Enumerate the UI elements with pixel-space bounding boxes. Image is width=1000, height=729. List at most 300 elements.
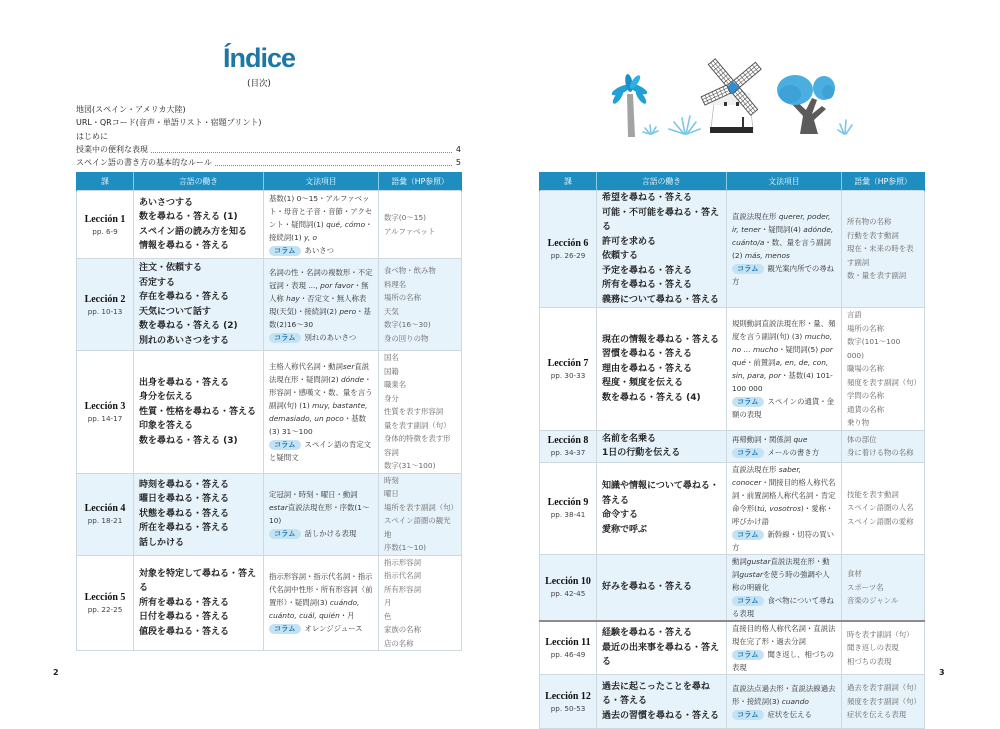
column-badge: コラム [269, 529, 301, 539]
header-vocabulary: 語彙（HP参照） [842, 172, 925, 191]
vocabulary-item: 身体的特徴を表す形容詞 [384, 434, 451, 457]
vocabulary-item: 天気 [384, 306, 399, 316]
lesson-row[interactable] [540, 462, 925, 554]
language-function: 対象を特定して尋ねる・答える [139, 568, 257, 593]
vocabulary-cell [379, 259, 462, 351]
lesson-index-table-right [539, 172, 925, 729]
grammar-segment: ・疑問詞(4) [760, 225, 804, 234]
grammar-text [269, 570, 373, 622]
grammar-segment: 直接目的格人称代名詞・直説法現在完了形・過去分詞 [732, 624, 836, 646]
grammar-segment: ・形容詞・感嘆文・数、量を言う副詞(句) (1) [269, 374, 373, 410]
grammar-segment: pero [339, 306, 357, 316]
functions-cell [134, 555, 264, 651]
page-number-left: 2 [53, 668, 59, 677]
grammar-cell [727, 430, 842, 462]
grammar-segment: 基数(1) 0～15・アルファベット・母音と子音・音節・アクセント・疑問詞(1) [269, 194, 373, 229]
front-matter-label: URL・QRコード(音声・単語リスト・宿題プリント) [76, 118, 262, 128]
lesson-pages: pp. 50-53 [550, 703, 586, 713]
grammar-segment: 直説法点過去形・直説法線過去形・接続詞(3) [732, 684, 836, 706]
column-line [732, 594, 836, 620]
column-badge: コラム [732, 710, 764, 720]
lesson-pages: pp. 22-25 [87, 604, 123, 614]
language-function: 注文・依頼する [139, 263, 203, 273]
lesson-pages: pp. 10-13 [87, 306, 123, 316]
vocabulary-item: 行動を表す動詞 [847, 230, 899, 240]
language-function: 所在を尋ねる・答える [139, 523, 230, 534]
lesson-row[interactable] [540, 621, 925, 675]
vocabulary-item: 指示形容詞 [384, 557, 421, 567]
vocabulary-cell [842, 675, 925, 729]
vocabulary-item: 聞き返しの表現 [847, 643, 899, 653]
grammar-text [732, 433, 836, 446]
column-title: メールの書き方 [767, 448, 820, 457]
language-function: スペイン語の読み方を知る [139, 226, 248, 237]
vocabulary-item: 体の部位 [847, 434, 877, 444]
grammar-segment: 規則動詞直説法現在形・量、頻度を言う副詞(句) (3) [732, 318, 836, 341]
column-badge: コラム [732, 650, 764, 660]
language-function: 義務について尋ねる・答える [602, 294, 719, 305]
lesson-row[interactable] [77, 259, 462, 351]
lesson-name: Lección 6 [547, 238, 589, 249]
column-title: スペインの通貨・金額の表現 [732, 396, 835, 419]
lesson-cell [77, 473, 134, 555]
lesson-row[interactable] [540, 554, 925, 621]
vocabulary-item: 音楽のジャンル [847, 596, 899, 605]
functions-cell [597, 430, 727, 462]
language-function: 性質・性格を尋ねる・答える [139, 406, 257, 417]
grammar-segment: ・間接目的格人称代名詞・前置詞格人称代名詞・肯定命令形( [732, 477, 836, 513]
windmill-icon [701, 59, 761, 133]
vocabulary-item: 食べ物・飲み物 [384, 266, 436, 275]
lesson-row[interactable] [540, 191, 925, 308]
header-grammar: 文法項目 [727, 172, 842, 191]
dotted-leader [151, 151, 452, 153]
grammar-segment: ・疑問詞(5) [778, 344, 821, 354]
functions-cell [597, 621, 727, 675]
column-line [732, 446, 836, 459]
grammar-segment: ・基数(3) 31～100 [269, 413, 367, 436]
vocabulary-item: 乗り物 [847, 418, 870, 427]
page-title: Índice [222, 43, 296, 73]
header-functions: 言語の働き [597, 172, 727, 191]
grammar-segment: mucho, no ... mucho [732, 331, 833, 354]
vocabulary-item: 症状を伝える表現 [847, 710, 907, 720]
vocabulary-item: 食材 [847, 569, 862, 578]
language-function: 出身を尋ねる・答える [139, 377, 230, 388]
vocabulary-item: 料理名 [384, 279, 407, 289]
vocabulary-item: 頻度を表す副詞（句） [847, 377, 921, 387]
vocabulary-item: 言語 [847, 310, 862, 319]
language-function: 状態を尋ねる・答える [139, 508, 230, 519]
language-function: 時刻を尋ねる・答える [139, 479, 230, 490]
lesson-row[interactable] [77, 555, 462, 651]
lesson-name: Lección 8 [547, 435, 589, 446]
vocabulary-item: 指示代名詞 [384, 571, 421, 580]
front-matter-item[interactable] [76, 130, 461, 143]
grammar-segment: 直説法現在形 [732, 212, 779, 221]
header-grammar: 文法項目 [264, 172, 379, 191]
vocabulary-item: 色 [384, 611, 392, 621]
column-badge: コラム [732, 596, 764, 606]
vocabulary-item: 場所の名称 [847, 323, 884, 333]
grammar-segment: 再帰動詞・関係詞 [732, 435, 794, 444]
grammar-segment: a, en, de, con, sin, para, por [732, 357, 829, 380]
language-function: 過去の習慣を尋ねる・答える [602, 710, 720, 721]
column-line [732, 262, 836, 288]
grammar-segment: cuándo, cuánto, cuál, quién [269, 598, 360, 621]
column-title: 話しかける表現 [304, 529, 357, 538]
vocabulary-item: 数字(31～100) [384, 461, 436, 470]
header-lesson: 課 [77, 172, 134, 191]
grammar-segment: 主格人称代名詞・動詞 [269, 361, 343, 371]
vocabulary-item: 通貨の名称 [847, 404, 884, 414]
lesson-row[interactable] [77, 473, 462, 555]
lesson-name: Lección 12 [545, 690, 591, 702]
vocabulary-item: 数・量を表す副詞 [847, 271, 907, 281]
column-title: あいさつ [304, 246, 335, 255]
vocabulary-item: 学問の名称 [847, 391, 884, 400]
lesson-name: Lección 7 [547, 357, 589, 369]
front-matter-label: 授業中の便利な表現 [76, 144, 148, 154]
language-function: 経験を尋ねる・答える [602, 628, 693, 639]
grammar-segment: ・基数(2)16～30 [269, 306, 371, 329]
lesson-row[interactable] [540, 430, 925, 462]
vocabulary-cell [842, 554, 925, 621]
language-function: 所有を尋ねる・答える [602, 280, 693, 290]
functions-cell [134, 259, 264, 351]
vocabulary-item: 身分 [384, 393, 399, 403]
vocabulary-item: 相づちの表現 [847, 656, 892, 666]
vocabulary-item: 技能を表す動詞 [847, 489, 899, 499]
front-matter-item[interactable] [76, 103, 461, 116]
language-function: 習慣を尋ねる・答える [602, 349, 693, 359]
language-function: 曜日を尋ねる・答える [139, 494, 230, 505]
grammar-segment: saber, conocer [732, 464, 802, 487]
column-title: 症状を伝える [767, 710, 812, 719]
column-line [269, 331, 373, 344]
column-badge: コラム [732, 397, 764, 407]
grammar-cell [727, 554, 842, 621]
vocabulary-item: 現在・未来の時を表す副詞 [847, 244, 914, 267]
column-line [732, 528, 836, 554]
lesson-cell [77, 555, 134, 651]
language-function: 希望を尋ねる・答える [602, 193, 693, 203]
functions-cell [597, 554, 727, 621]
grammar-segment: ・数、量を言う副詞(2) [732, 238, 831, 260]
vocabulary-item: 時を表す副詞（句） [847, 629, 914, 639]
vocabulary-item: 量を表す副詞（句） [384, 420, 451, 430]
functions-cell [597, 191, 727, 308]
grammar-text [732, 622, 836, 648]
grammar-segment: ・無人称 [269, 280, 369, 303]
lesson-cell [77, 191, 134, 259]
column-badge: コラム [269, 440, 301, 450]
functions-cell [134, 473, 264, 555]
lesson-name: Lección 4 [84, 503, 126, 514]
vocabulary-item: 身の回りの物 [384, 333, 429, 343]
language-function: 天気について話す [139, 306, 211, 317]
grammar-cell [727, 675, 842, 729]
vocabulary-item: 職業名 [384, 380, 407, 389]
grammar-segment: ser [342, 361, 355, 371]
vocabulary-item: スペイン語圏の愛称 [847, 516, 914, 526]
grammar-cell [264, 259, 379, 351]
grammar-segment: )・愛称・呼びかけ語 [732, 503, 834, 526]
table-body [77, 191, 462, 651]
vocabulary-item: スポーツ名 [847, 582, 884, 592]
vocabulary-item: 曜日 [384, 489, 399, 498]
grammar-cell [727, 462, 842, 554]
front-matter-page: 5 [455, 158, 461, 168]
vocabulary-item: アルファベット [384, 226, 436, 236]
lesson-name: Lección 9 [547, 497, 589, 508]
table-body [540, 191, 925, 729]
front-matter-label: はじめに [76, 131, 108, 141]
column-badge: コラム [269, 246, 301, 256]
language-function: 名前を名乗る [602, 433, 657, 444]
grammar-segment: 動詞 [732, 556, 747, 566]
vocabulary-item: スペイン語圏の観光地 [384, 516, 451, 539]
front-matter-label: 地図(スペイン・アメリカ大陸) [76, 105, 186, 114]
column-title: 食べ物について尋ねる表現 [732, 595, 834, 618]
lesson-cell [540, 675, 597, 729]
lesson-cell [77, 259, 134, 351]
column-title: スペイン語の肯定文と疑問文 [269, 439, 372, 462]
language-function: 過去に起こったことを尋ねる・答える [602, 681, 710, 707]
column-title: 観光案内所での尋ね方 [732, 264, 835, 286]
language-function: 話しかける [139, 537, 185, 548]
grammar-text [269, 266, 373, 331]
vocabulary-cell [379, 191, 462, 259]
lesson-pages: pp. 26-29 [550, 251, 586, 260]
vocabulary-item: 月 [384, 598, 392, 607]
table-header-row [77, 172, 462, 191]
language-function: 愛称で呼ぶ [602, 524, 648, 535]
column-title: 聞き返し、相づちの表現 [732, 650, 835, 672]
grammar-segment: muy, bastante, demasiado, un poco [269, 400, 368, 423]
column-line [732, 648, 836, 674]
column-title: 新幹線・切符の買い方 [732, 529, 835, 552]
lesson-row[interactable] [77, 351, 462, 474]
grammar-segment: gustar [739, 569, 764, 579]
lesson-pages: pp. 42-45 [550, 589, 586, 599]
lesson-cell [540, 191, 597, 308]
grammar-segment: querer, poder, ir, tener [732, 212, 831, 234]
grammar-segment: gustar [746, 556, 771, 566]
vocabulary-item: 家族の名称 [384, 625, 421, 634]
vocabulary-cell [842, 191, 925, 308]
grammar-segment: tú, vosotros [757, 503, 801, 513]
grammar-segment: y, o [304, 233, 318, 242]
language-function: 別れのあいさつをする [139, 335, 230, 346]
language-function: 命令する [602, 510, 639, 520]
vocabulary-cell [379, 473, 462, 555]
vocabulary-item: 国名 [384, 353, 399, 362]
lesson-pages: pp. 46-49 [550, 650, 586, 659]
column-badge: コラム [732, 264, 764, 274]
grammar-segment: 名詞の性・名詞の複数形・不定冠詞・表現 ..., [269, 267, 373, 290]
language-function: 1日の行動を伝える [602, 448, 681, 458]
dotted-leader [215, 164, 452, 166]
vocabulary-item: 数字(0～15) [384, 213, 427, 222]
lesson-cell [540, 430, 597, 462]
grammar-segment: ・接続詞(1) [269, 220, 373, 242]
language-function: 所有を尋ねる・答える [139, 597, 230, 608]
lesson-index-table-left [76, 172, 462, 651]
vocabulary-item: 性質を表す形容詞 [384, 407, 444, 416]
palm-tree-icon [610, 74, 648, 137]
front-matter-item[interactable] [76, 156, 461, 169]
grammar-text [732, 463, 836, 528]
lesson-pages: pp. 34-37 [550, 448, 586, 457]
front-matter-item[interactable] [76, 143, 461, 156]
grammar-segment: 定冠詞・時刻・曜日・動詞 [269, 490, 358, 499]
decorative-illustration [600, 50, 860, 145]
lesson-cell [540, 621, 597, 675]
lesson-name: Lección 11 [545, 637, 591, 648]
vocabulary-item: 数字(16～30) [384, 320, 431, 329]
column-badge: コラム [732, 530, 764, 540]
grammar-cell [264, 351, 379, 474]
grammar-segment: por qué [732, 344, 833, 367]
column-line [269, 438, 373, 464]
grammar-text [269, 488, 373, 527]
language-function: 否定する [139, 277, 176, 288]
language-function: 許可を求める [602, 236, 657, 247]
vocabulary-item: 頻度を表す副詞（句） [847, 696, 921, 706]
column-badge: コラム [269, 333, 301, 343]
vocabulary-item: 所有物の名称 [847, 217, 892, 227]
lesson-cell [540, 554, 597, 621]
language-function: 好みを尋ねる・答える [602, 582, 693, 592]
page-subtitle: (目次) [247, 79, 271, 89]
language-function: 最近の出来事を尋ねる・答える [602, 642, 720, 668]
grammar-text [732, 210, 836, 262]
lesson-pages: pp. 30-33 [550, 370, 586, 380]
grammar-segment: ・基数(4) 101-100 000 [732, 370, 833, 393]
vocabulary-item: スペイン語圏の人名 [847, 503, 914, 513]
lesson-cell [540, 308, 597, 431]
front-matter-list [76, 103, 461, 169]
header-functions: 言語の働き [134, 172, 264, 191]
language-function: 現在の情報を尋ねる・答える [602, 334, 720, 345]
language-function: 依頼する [602, 251, 639, 261]
lesson-row[interactable] [77, 191, 462, 259]
vocabulary-item: 序数(1～10) [384, 543, 427, 552]
grammar-cell [264, 555, 379, 651]
grammar-text [269, 360, 373, 438]
language-function: 値段を尋ねる・答える [139, 626, 230, 637]
vocabulary-cell [842, 621, 925, 675]
lesson-pages: pp. 14-17 [87, 413, 123, 423]
lesson-name: Lección 1 [84, 213, 126, 225]
grammar-segment: qué, cómo [326, 220, 366, 229]
language-function: 存在を尋ねる・答える [139, 292, 230, 302]
lesson-cell [540, 462, 597, 554]
grammar-text [732, 317, 836, 395]
grammar-segment: を使う時の強調や人称の明確化 [732, 569, 830, 592]
grammar-segment: más, menos [744, 251, 790, 260]
functions-cell [597, 308, 727, 431]
grammar-cell [727, 308, 842, 431]
lesson-pages: pp. 6-9 [92, 226, 118, 236]
front-matter-page: 4 [455, 144, 461, 154]
vocabulary-item: 店の名称 [384, 638, 414, 648]
page-number-right: 3 [939, 668, 945, 677]
grammar-segment: 直説法現在形・序数(1～10) [269, 503, 370, 525]
lesson-pages: pp. 18-21 [87, 516, 123, 525]
vocabulary-cell [379, 351, 462, 474]
language-function: 印象を答える [139, 421, 194, 431]
grammar-cell [264, 473, 379, 555]
grammar-cell [264, 191, 379, 259]
tree-icon [777, 75, 835, 134]
vocabulary-item: 身に着ける物の名称 [847, 448, 914, 457]
grammar-segment: ・否定文・無人称表現(天気)・接続詞(2) [269, 293, 367, 316]
grammar-segment: hay [286, 293, 300, 303]
language-function: 予定を尋ねる・答える [602, 265, 693, 276]
lesson-name: Lección 2 [84, 293, 126, 305]
language-function: 数を尋ねる・答える (1) [139, 212, 238, 222]
column-line [732, 395, 836, 421]
front-matter-item[interactable] [76, 116, 461, 129]
functions-cell [597, 675, 727, 729]
language-function: 数を尋ねる・答える (4) [602, 392, 701, 403]
vocabulary-item: 過去を表す副詞（句） [847, 683, 921, 693]
grammar-cell [727, 621, 842, 675]
grammar-segment: cuando [781, 697, 809, 706]
vocabulary-item: 所有形容詞 [384, 584, 421, 594]
functions-cell [597, 462, 727, 554]
grammar-segment: que [793, 435, 808, 444]
vocabulary-cell [842, 430, 925, 462]
grammar-segment: ・前置詞 [745, 357, 776, 367]
language-function: 数を尋ねる・答える (2) [139, 321, 238, 331]
lesson-name: Lección 5 [84, 591, 126, 603]
grammar-text [269, 192, 373, 244]
language-function: 知識や情報について尋ねる・答える [602, 481, 719, 506]
language-function: 理由を尋ねる・答える [602, 363, 693, 374]
lesson-row[interactable] [540, 308, 925, 431]
vocabulary-item: 場所の名称 [384, 293, 421, 302]
vocabulary-cell [842, 462, 925, 554]
functions-cell [134, 351, 264, 474]
lesson-name: Lección 10 [545, 576, 591, 588]
column-title: 別れのあいさつ [304, 332, 357, 342]
grammar-cell [727, 191, 842, 308]
language-function: 身分を伝える [139, 392, 194, 402]
column-line [732, 708, 836, 721]
grammar-segment: 指示形容詞・指示代名詞・指示代名詞中性形・所有形容詞（前置形）・疑問詞(3) [269, 572, 373, 608]
vocabulary-item: 時刻 [384, 475, 399, 485]
vocabulary-item: 職場の名称 [847, 364, 884, 373]
vocabulary-cell [842, 308, 925, 431]
grammar-text [732, 555, 836, 594]
language-function: 程度・頻度を伝える [602, 378, 684, 388]
lesson-name: Lección 3 [84, 400, 126, 412]
vocabulary-item: 国籍 [384, 366, 399, 376]
column-title: オレンジジュース [304, 624, 363, 634]
lesson-row[interactable] [540, 675, 925, 729]
vocabulary-item: 場所を表す副詞（句） [384, 502, 458, 512]
column-badge: コラム [732, 448, 764, 458]
lesson-cell [77, 351, 134, 474]
header-lesson: 課 [540, 172, 597, 191]
column-badge: コラム [269, 624, 301, 634]
grammar-segment: estar [269, 503, 288, 512]
vocabulary-item: 数字(101～100 000) [847, 337, 901, 360]
language-function: 数を尋ねる・答える (3) [139, 435, 238, 446]
